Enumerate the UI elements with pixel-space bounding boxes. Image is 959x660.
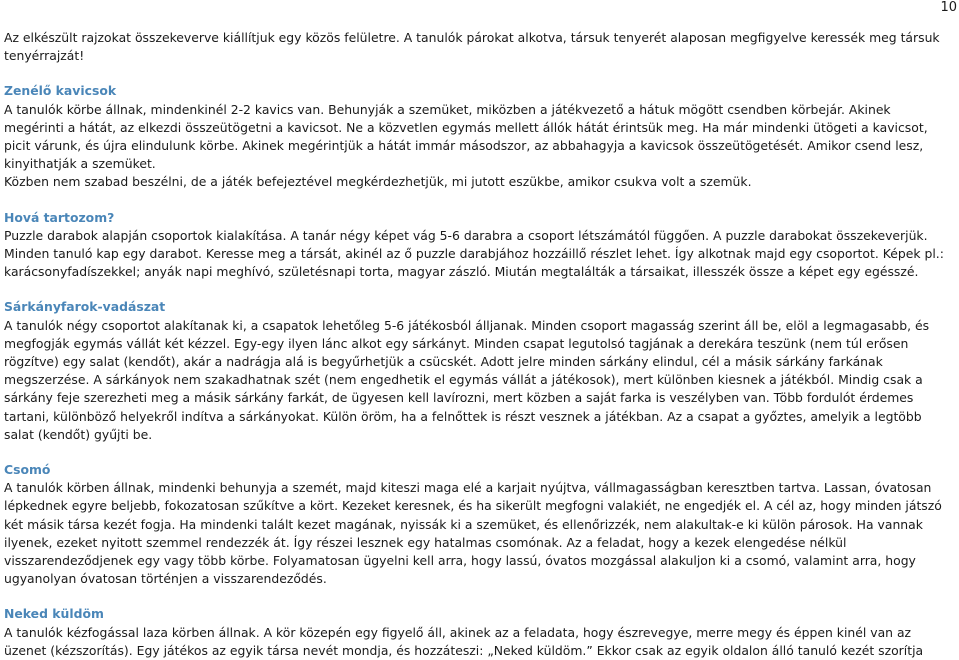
section-heading: Neked küldöm: [4, 606, 104, 622]
intro-paragraph: Az elkészült rajzokat összekeverve kiállítjuk egy közös felületre. A tanulók párokat alkotva, társuk tenyerét alaposan megfigyelve keressék meg társuk tenyérrajzát!: [4, 30, 940, 64]
section-paragraph: A tanulók kézfogással laza körben állnak. A kör közepén egy figyelő áll, akinek az a feladata, hogy észrevegye, merre megy és éppen kinél van az üzenet (kézszorítás). Egy játékos az egyik társa nevét mondja, és hozzáteszi: „Neked küldöm.” Ekkor csak az egyik oldalon álló tanuló kezét szorítja: [4, 624, 924, 658]
section-paragraph: A tanulók körbe állnak, mindenkinél 2-2 kavics van. Behunyják a szemüket, miközben a játékvezető a hátuk mögött csendben körbejár. Akinek megérinti a hátát, az elkezdi összeütögetni a kavicsot. Ne a közvetlen egymás mellett állók hátát érintsük meg. Ha már mindenki ütögeti a kavicsot, picit várunk, és újra elindulunk körbe. Akinek megérintjük a hátát immár másodszor, az abbahagyja a kavicsok összeütögetését. Amikor csend lesz, kinyithatják a szemüket.: [4, 101, 928, 172]
section-paragraph: Puzzle darabok alapján csoportok kialakítása. A tanár négy képet vág 5-6 darabra a csoport létszámától függően. A puzzle darabokat összekeverjük. Minden tanuló kap egy darabot. Keresse meg a társát, akinél az ő puzzle darabjához hozzáillő részlet lehet. Így alkotnak majd egy csoportot. Képek pl.: karácsonyfadíszekkel; anyák napi meghívó, születésnapi torta, magyar zászló. Miután megtalálták a társaikat, illesszék össze a képet egy egésszé.: [4, 227, 944, 280]
section-csomo: [4, 461, 954, 588]
section-paragraph: A tanulók körben állnak, mindenki behunyja a szemét, majd kiteszi maga elé a karjait nyújtva, vállmagasságban keresztben tartva. Lassan, óvatosan lépkednek egyre beljebb, fokozatosan szűkítve a kört. Kezeket keresnek, és ha sikerült megfogni valakiét, ne engedjék el. A cél az, hogy minden játszó két másik társa kezét fogja. Ha mindenki talált kezet magának, nyissák ki a szemüket, és ellenőrizzék, nem alakultak-e ki külön párosok. Ha vannak ilyenek, ezeket nyitott szemmel rendezzék át. Így részei lesznek egy hatalmas csomónak. Az a feladat, hogy a kezek elengedése nélkül visszarendeződjenek egy vagy több körbe. Folyamatosan ügyelni kell arra, hogy lassú, óvatos mozgással alakuljon ki a csomó, valamint arra, hogy ugyanolyan óvatosan történjen a visszarendeződés.: [4, 480, 942, 587]
section-heading: Hová tartozom?: [4, 209, 115, 225]
section-sarkanyfarok-vadaszat: [4, 298, 954, 444]
section-hova-tartozom: [4, 209, 954, 282]
section-heading: Zenélő kavicsok: [4, 83, 117, 99]
section-neked-kuldom: [4, 605, 954, 660]
section-paragraph: Közben nem szabad beszélni, de a játék befejeztével megkérdezhetjük, mi jutott eszükbe, amikor csukva volt a szemük.: [4, 174, 752, 190]
section-heading: Sárkányfarok-vadászat: [4, 299, 166, 315]
section-zenelo-kavicsok: [4, 82, 954, 191]
document-body: [4, 29, 954, 660]
section-heading: Csomó: [4, 462, 51, 478]
page-number: 10: [940, 0, 957, 15]
section-paragraph: A tanulók négy csoportot alakítanak ki, a csapatok lehetőleg 5-6 játékosból álljanak. Minden csoport magasság szerint áll be, elöl a legmagasabb, és megfogják egymás vállát két kézzel. Egy-egy ilyen lánc alkot egy sárkányt. Minden csapat legutolsó tagjának a derekára teszünk (nem túl erősen rögzítve) egy salat (kendőt), akár a nadrágja alá is begyűrhetjük a csücskét. Adott jelre minden sárkány elindul, cél a másik sárkány farkának megszerzése. A sárkányok nem szakadhatnak szét (nem engedhetik el egymás vállát a játékosok), mert különben kiesnek a játékból. Mindig csak a sárkány feje szerezheti meg a másik sárkány farkát, de ügyesen kell lavírozni, mert közben a saját farka is veszélyben van. Több fordulót érdemes tartani, különböző helyekről indítva a sárkányokat. Külön öröm, ha a felnőttek is részt vesznek a játékban. Az a csapat a győztes, amelyik a legtöbb salat (kendőt) gyűjti be.: [4, 317, 930, 442]
